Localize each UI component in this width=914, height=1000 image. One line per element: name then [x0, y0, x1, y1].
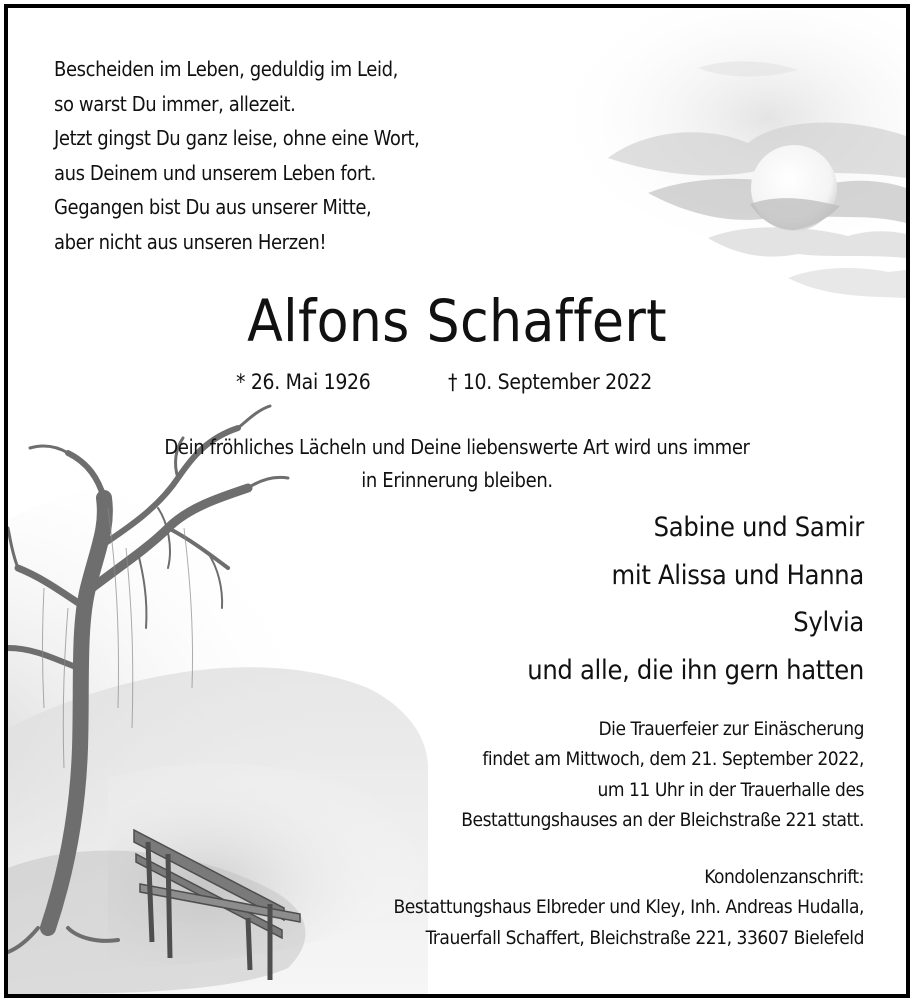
mourner-line: Sylvia [793, 607, 864, 638]
poem-line: aus Deinem und unserem Leben fort. [54, 160, 376, 185]
memory-text [8, 431, 906, 497]
service-line: Die Trauerfeier zur Einäscherung [598, 718, 864, 740]
birth-date: * 26. Mai 1926 [236, 370, 371, 394]
memorial-poem [54, 52, 419, 260]
service-line: Bestattungshauses an der Bleichstraße 221 statt. [461, 809, 864, 832]
deceased-name: Alfons Schaffert [247, 287, 667, 355]
condolence-address [394, 862, 865, 953]
service-line: um 11 Uhr in der Trauerhalle des [597, 778, 864, 801]
condolence-line: Bestattungshaus Elbreder und Kley, Inh. Andreas Hudalla, [393, 896, 864, 919]
obituary-notice [4, 4, 910, 998]
mourners-list [527, 504, 864, 694]
death-date: † 10. September 2022 [448, 370, 652, 394]
poem-line: Bescheiden im Leben, geduldig im Leid, [54, 57, 398, 81]
service-line: findet am Mittwoch, dem 21. September 2022, [482, 748, 864, 771]
condolence-line: Trauerfall Schaffert, Bleichstraße 221, 33607 Bielefeld [425, 926, 864, 949]
funeral-service-info [461, 714, 864, 836]
moon-cloud-scene [548, 8, 906, 298]
memory-line: in Erinnerung bleiben. [361, 468, 553, 492]
poem-line: so warst Du immer, allezeit. [54, 91, 296, 116]
poem-line: Jetzt gingst Du ganz leise, ohne eine Wort, [54, 126, 420, 151]
poem-line: aber nicht aus unseren Herzen! [54, 229, 327, 254]
poem-line: Gegangen bist Du aus unserer Mitte, [54, 195, 372, 220]
condolence-line: Kondolenzanschrift: [704, 866, 864, 888]
mourner-line: mit Alissa und Hanna [611, 559, 864, 591]
mourner-line: und alle, die ihn gern hatten [527, 654, 864, 686]
memory-line: Dein fröhliches Lächeln und Deine liebenswerte Art wird uns immer [164, 435, 750, 459]
mourner-line: Sabine und Samir [653, 512, 864, 543]
